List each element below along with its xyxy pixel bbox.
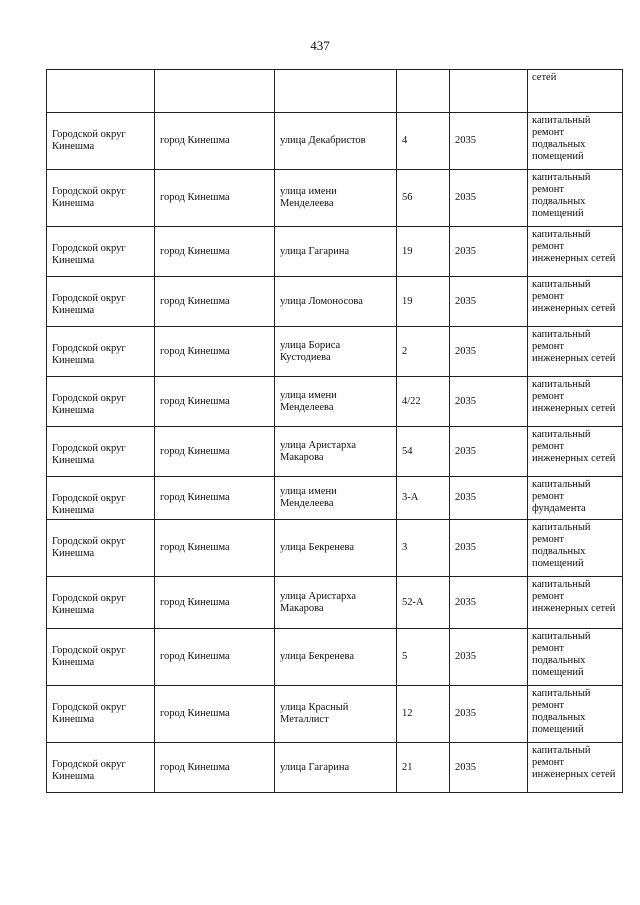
table-row xyxy=(47,113,623,170)
table-row xyxy=(47,327,623,377)
table-row xyxy=(47,427,623,477)
cell-municipality: Городской округ Кинешма xyxy=(47,227,155,277)
cell-year: 2035 xyxy=(450,327,528,377)
cell-year: 2035 xyxy=(450,170,528,227)
cell-house: 56 xyxy=(397,170,450,227)
cell-settlement: город Кинешма xyxy=(155,427,275,477)
cell-year: 2035 xyxy=(450,629,528,686)
cell-settlement: город Кинешма xyxy=(155,686,275,743)
cell-settlement: город Кинешма xyxy=(155,170,275,227)
table-row xyxy=(47,170,623,227)
cell-street: улица имени Менделеева xyxy=(275,377,397,427)
cell-house xyxy=(397,70,450,113)
cell-house: 52-А xyxy=(397,577,450,629)
cell-house: 19 xyxy=(397,277,450,327)
cell-house: 4 xyxy=(397,113,450,170)
cell-house: 12 xyxy=(397,686,450,743)
cell-settlement: город Кинешма xyxy=(155,520,275,577)
cell-work: капитальный ремонт инженерных сетей xyxy=(528,577,623,629)
cell-municipality: Городской округ Кинешма xyxy=(47,113,155,170)
cell-municipality xyxy=(47,70,155,113)
housing-repair-table xyxy=(46,69,623,793)
table-row xyxy=(47,277,623,327)
cell-street: улица Ломоносова xyxy=(275,277,397,327)
cell-municipality: Городской округ Кинешма xyxy=(47,520,155,577)
table-row xyxy=(47,70,623,113)
cell-work: капитальный ремонт подвальных помещений xyxy=(528,520,623,577)
cell-municipality: Городской округ Кинешма xyxy=(47,170,155,227)
cell-street: улица Гагарина xyxy=(275,743,397,793)
table-row xyxy=(47,520,623,577)
cell-street: улица Красный Металлист xyxy=(275,686,397,743)
cell-settlement: город Кинешма xyxy=(155,227,275,277)
cell-work: капитальный ремонт подвальных помещений xyxy=(528,629,623,686)
cell-work: капитальный ремонт инженерных сетей xyxy=(528,743,623,793)
cell-settlement: город Кинешма xyxy=(155,743,275,793)
cell-municipality: Городской округ Кинешма xyxy=(47,743,155,793)
cell-work: капитальный ремонт инженерных сетей xyxy=(528,227,623,277)
cell-street: улица Декабристов xyxy=(275,113,397,170)
cell-year: 2035 xyxy=(450,277,528,327)
cell-house: 19 xyxy=(397,227,450,277)
page-number: 437 xyxy=(310,38,330,53)
cell-street: улица Бекренева xyxy=(275,520,397,577)
cell-settlement: город Кинешма xyxy=(155,629,275,686)
cell-year xyxy=(450,70,528,113)
table-row xyxy=(47,227,623,277)
cell-work: сетей xyxy=(528,70,623,113)
cell-municipality: Городской округ Кинешма xyxy=(47,686,155,743)
cell-street: улица Гагарина xyxy=(275,227,397,277)
cell-municipality: Городской округ Кинешма xyxy=(47,327,155,377)
cell-settlement xyxy=(155,70,275,113)
cell-house: 3-А xyxy=(397,477,450,520)
table-row xyxy=(47,629,623,686)
table-row xyxy=(47,377,623,427)
cell-year: 2035 xyxy=(450,520,528,577)
cell-street: улица Аристарха Макарова xyxy=(275,577,397,629)
cell-house: 4/22 xyxy=(397,377,450,427)
cell-year: 2035 xyxy=(450,377,528,427)
cell-house: 54 xyxy=(397,427,450,477)
cell-work: капитальный ремонт подвальных помещений xyxy=(528,170,623,227)
cell-work: капитальный ремонт подвальных помещений xyxy=(528,113,623,170)
cell-work: капитальный ремонт подвальных помещений xyxy=(528,686,623,743)
cell-settlement: город Кинешма xyxy=(155,113,275,170)
table-row xyxy=(47,477,623,520)
cell-street xyxy=(275,70,397,113)
cell-street: улица Бориса Кустодиева xyxy=(275,327,397,377)
cell-year: 2035 xyxy=(450,427,528,477)
cell-settlement: город Кинешма xyxy=(155,577,275,629)
table-row xyxy=(47,686,623,743)
cell-street: улица имени Менделеева xyxy=(275,477,397,520)
cell-street: улица Бекренева xyxy=(275,629,397,686)
cell-municipality: Городской округ Кинешма xyxy=(47,427,155,477)
cell-work: капитальный ремонт инженерных сетей xyxy=(528,427,623,477)
cell-house: 3 xyxy=(397,520,450,577)
cell-municipality: Городской округ Кинешма xyxy=(47,377,155,427)
cell-municipality: Городской округ Кинешма xyxy=(47,577,155,629)
cell-work: капитальный ремонт фундамента xyxy=(528,477,623,520)
cell-settlement: город Кинешма xyxy=(155,277,275,327)
cell-year: 2035 xyxy=(450,743,528,793)
table-row xyxy=(47,743,623,793)
cell-settlement: город Кинешма xyxy=(155,377,275,427)
cell-year: 2035 xyxy=(450,477,528,520)
table-row xyxy=(47,577,623,629)
cell-municipality: Городской округ Кинешма xyxy=(47,277,155,327)
cell-house: 5 xyxy=(397,629,450,686)
cell-municipality: Городской округ Кинешма xyxy=(47,629,155,686)
cell-house: 21 xyxy=(397,743,450,793)
cell-year: 2035 xyxy=(450,113,528,170)
cell-settlement: город Кинешма xyxy=(155,327,275,377)
cell-year: 2035 xyxy=(450,227,528,277)
cell-work: капитальный ремонт инженерных сетей xyxy=(528,277,623,327)
cell-work: капитальный ремонт инженерных сетей xyxy=(528,327,623,377)
cell-house: 2 xyxy=(397,327,450,377)
cell-settlement: город Кинешма xyxy=(155,477,275,520)
cell-street: улица имени Менделеева xyxy=(275,170,397,227)
cell-year: 2035 xyxy=(450,686,528,743)
cell-work: капитальный ремонт инженерных сетей xyxy=(528,377,623,427)
cell-street: улица Аристарха Макарова xyxy=(275,427,397,477)
cell-year: 2035 xyxy=(450,577,528,629)
cell-municipality: Городской округ Кинешма xyxy=(47,477,155,520)
